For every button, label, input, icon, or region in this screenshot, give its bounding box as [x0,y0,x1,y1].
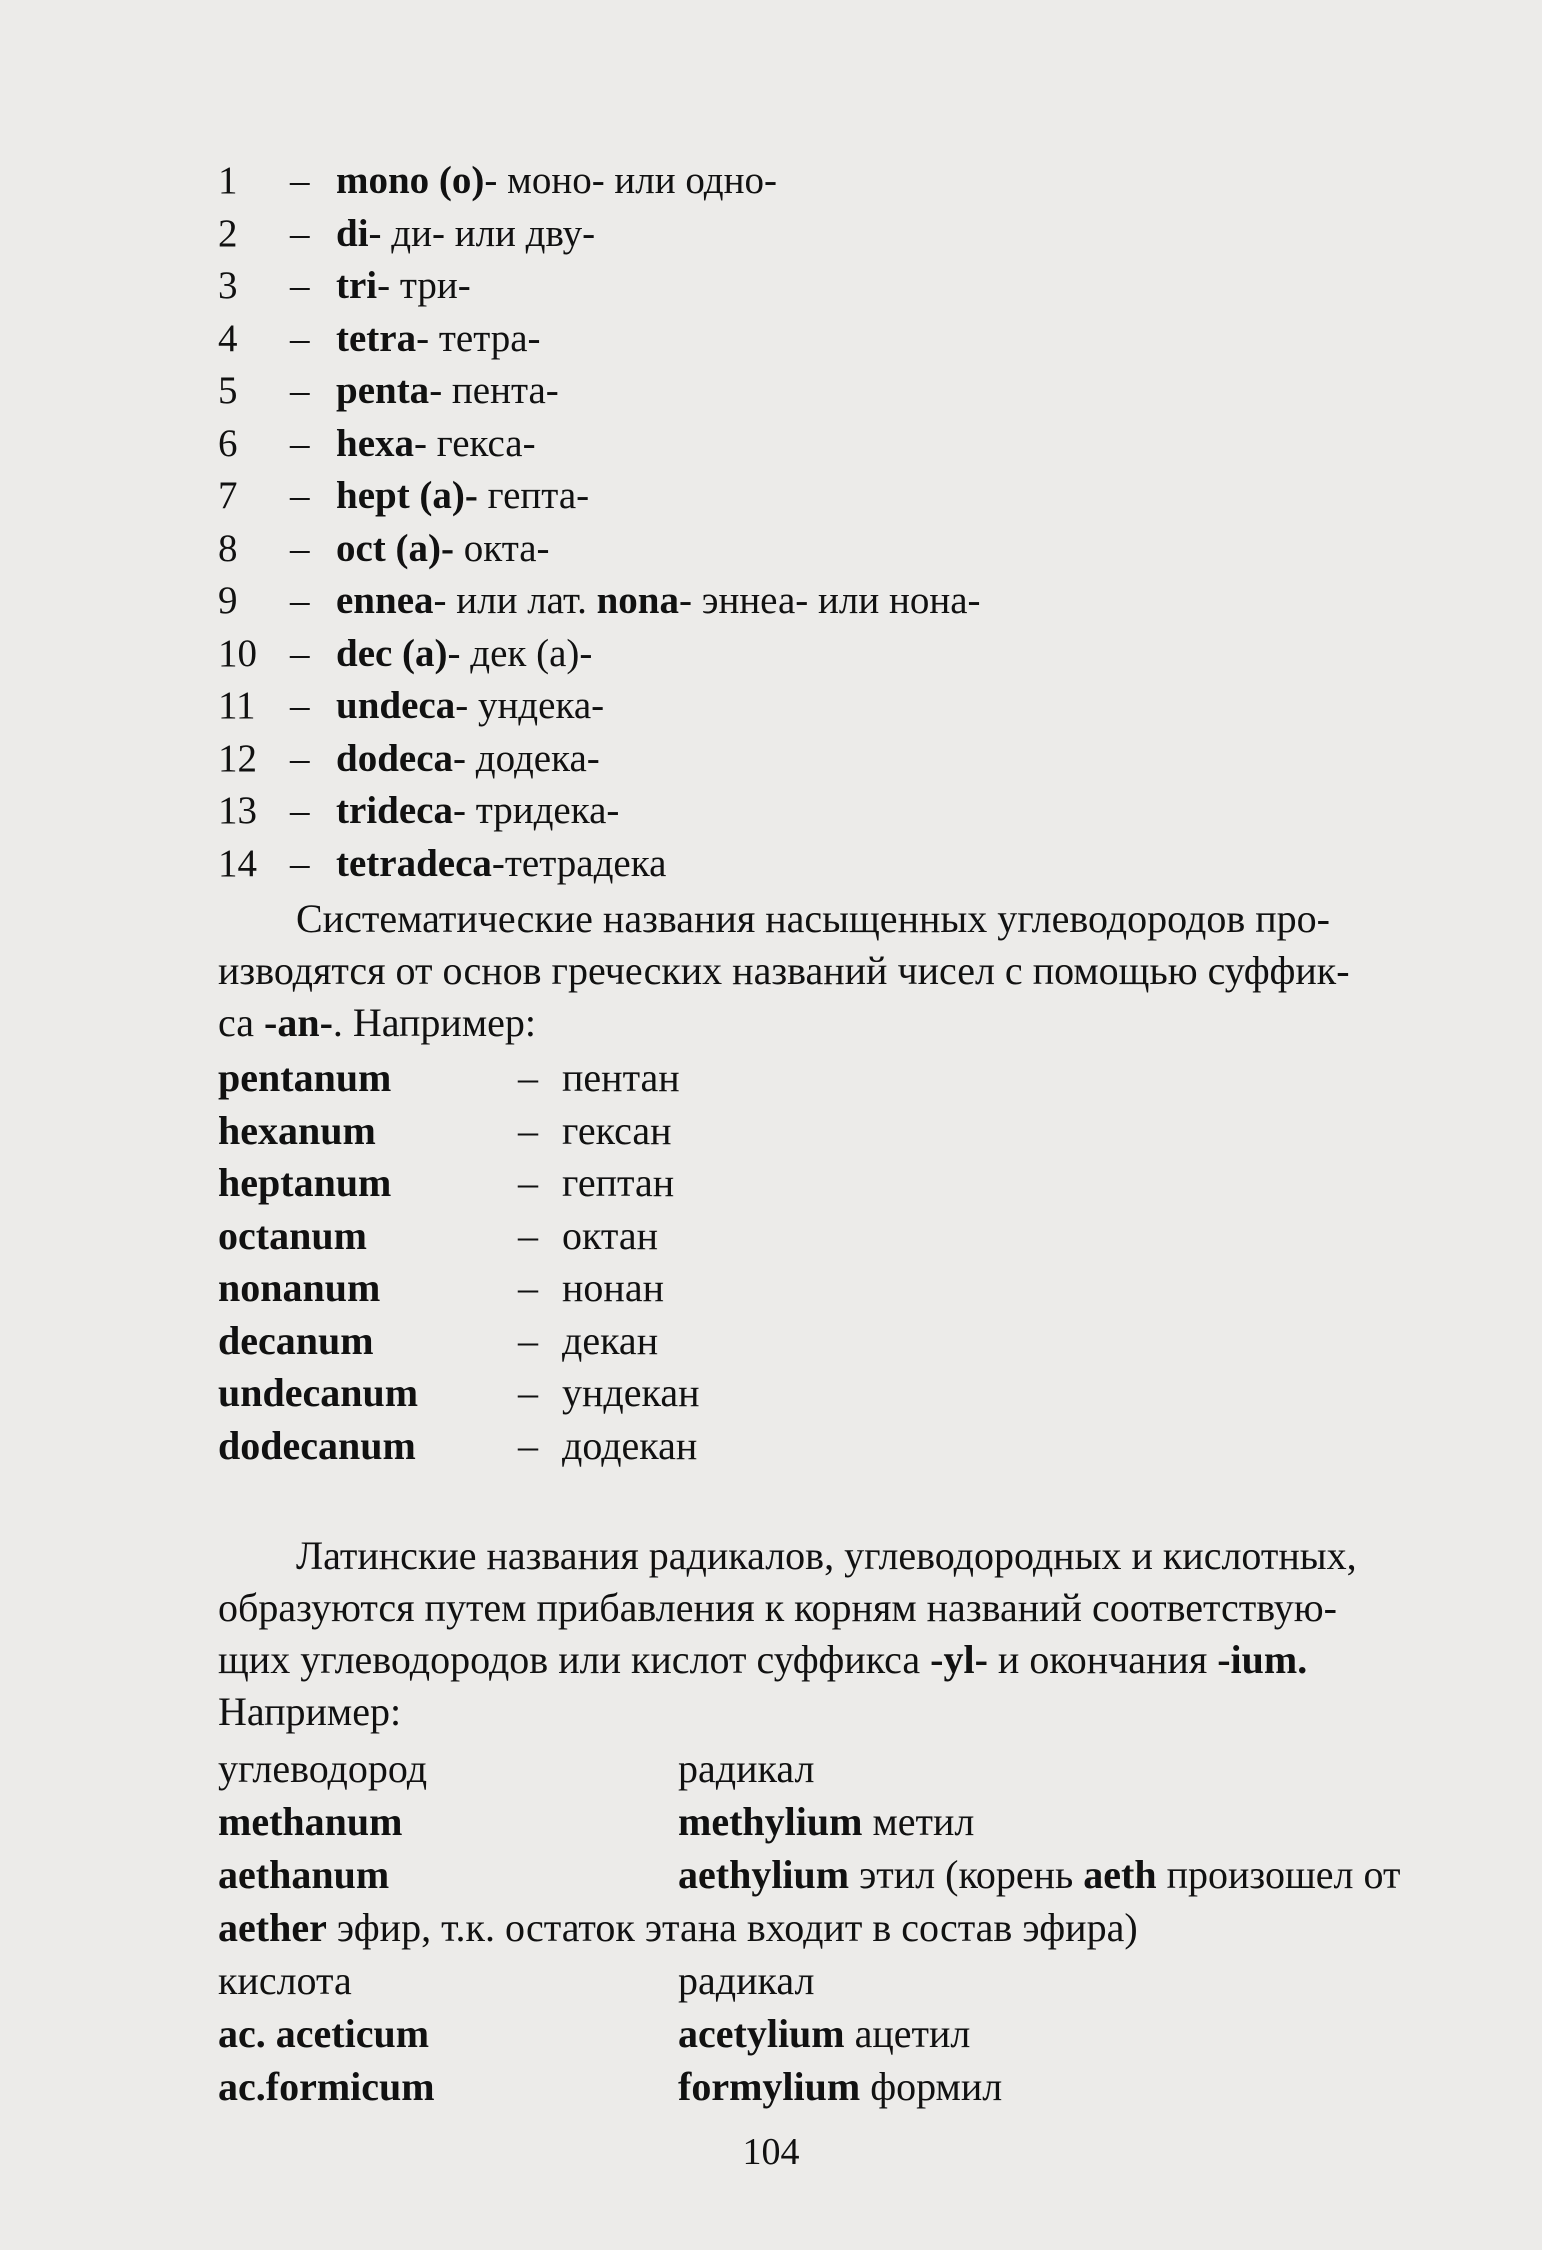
table-row-continuation [218,1901,1468,1954]
paragraph-line: изводятся от основ греческих названий чисел с помощью суффик- [218,948,1350,993]
list-item [218,1262,918,1315]
item-dash: – [290,631,310,675]
item-dash: – [290,789,310,832]
column-header: радикал [678,1958,815,2003]
etymology-term: aether [218,1905,327,1950]
russian-name: нонан [562,1265,664,1310]
list-item [218,313,1468,366]
table-header-row [218,1954,1468,2007]
radical-translation: метил [862,1799,975,1844]
russian-prefix: - тридека- [452,789,620,832]
item-dash: – [290,579,310,622]
item-dash: – [518,1370,538,1415]
paragraph-line: Например: [218,1689,402,1734]
list-item [218,733,1468,786]
list-item [218,628,1468,681]
item-dash: – [290,841,310,885]
suffix-term: -an- [264,1000,333,1045]
latin-prefix: tetra [336,316,417,360]
ending-term: -ium. [1217,1637,1308,1682]
latin-prefix: dodeca [336,736,453,780]
russian-name: додекан [562,1422,698,1468]
item-number: 9 [218,579,238,622]
list-item [218,575,1468,628]
russian-name: гептан [562,1160,675,1205]
list-item [218,1420,918,1473]
item-dash: – [518,1265,538,1310]
russian-prefix: - моно- или одно- [484,159,777,202]
latin-prefix: trideca [336,789,453,832]
root-term: aeth [1083,1852,1157,1897]
latin-prefix: oct (a)- [336,526,455,570]
latin-name: octanum [218,1212,367,1258]
text-run: произошел от [1156,1852,1401,1897]
list-item [218,470,1468,523]
item-dash: – [518,1317,538,1363]
alkane-list [218,1052,918,1472]
column-header: кислота [218,1958,352,2003]
radical-translation: ацетил [844,2011,971,2056]
suffix-term: -yl- [930,1637,988,1682]
latin-prefix: mono (o) [336,159,485,202]
paragraph-line: Систематические названия насыщенных углеводородов про- [296,896,1330,941]
item-dash: – [290,526,310,570]
item-dash: – [518,1422,538,1468]
item-number: 3 [218,264,238,307]
list-item [218,1157,918,1210]
list-item [218,838,1468,891]
list-item [218,680,1468,733]
list-item [218,1052,918,1105]
source-name: methanum [218,1799,403,1844]
item-dash: – [290,736,310,780]
latin-prefix: hept (a)- [336,474,478,517]
latin-prefix: tetradeca [336,841,492,885]
source-name: aethanum [218,1852,390,1897]
russian-prefix: - дек (а)- [447,631,593,675]
item-dash: – [290,264,310,307]
russian-name: декан [562,1317,659,1363]
radical-name: acetylium [678,2011,845,2056]
latin-prefix: hexa [336,421,414,465]
column-header: углеводород [218,1746,428,1791]
russian-name: гексан [562,1107,672,1153]
russian-prefix: окта- [454,526,550,570]
item-number: 7 [218,474,238,517]
item-dash: – [518,1160,538,1205]
latin-name: undecanum [218,1370,419,1415]
russian-prefix: - пента- [429,369,559,412]
item-number: 4 [218,316,238,360]
latin-name: pentanum [218,1055,392,1100]
table-row [218,2007,1468,2060]
page-number: 104 [742,2131,800,2173]
item-dash: – [290,369,310,412]
russian-prefix: -тетрадека [491,841,667,885]
list-item [218,1210,918,1263]
latin-name: heptanum [218,1160,392,1205]
table-row [218,1848,1468,1901]
latin-prefix: penta [336,369,430,412]
item-number: 8 [218,526,238,570]
paragraph-radical-names [218,1530,1448,1738]
paragraph-alkane-names [218,893,1448,1049]
latin-prefix: ennea [336,579,434,622]
russian-prefix: - или лат. [433,579,597,622]
item-number: 5 [218,369,238,412]
item-dash: – [518,1107,538,1153]
russian-prefix: - три- [377,264,471,307]
russian-prefix: - ди- или дву- [368,211,596,255]
radical-translation: этил (корень [849,1852,1084,1897]
list-item [218,1367,918,1420]
item-dash: – [290,684,310,727]
item-number: 2 [218,211,238,255]
russian-prefix: - ундека- [455,684,605,727]
russian-name: октан [562,1212,659,1258]
radical-name: aethylium [678,1852,850,1897]
list-item [218,260,1468,313]
radical-table [218,1742,1468,2113]
numeral-prefix-list [218,155,1468,890]
item-number: 1 [218,159,238,202]
item-dash: – [290,159,310,202]
text-run: . Например: [332,1000,536,1045]
radical-name: formylium [678,2064,861,2109]
table-row [218,2060,1468,2113]
item-number: 10 [218,631,257,675]
paragraph-line: образуются путем прибавления к корням названий соответствую- [218,1585,1337,1630]
item-dash: – [290,316,310,360]
russian-prefix-alt: - эннеа- или нона- [678,579,981,622]
latin-name: decanum [218,1317,374,1363]
column-header: радикал [678,1746,815,1791]
item-number: 6 [218,421,238,465]
latin-name: dodecanum [218,1422,416,1468]
russian-prefix: - гекса- [414,421,536,465]
item-dash: – [290,421,310,465]
list-item [218,208,1468,261]
item-number: 11 [218,684,256,727]
latin-prefix: di [336,211,369,255]
paragraph-line [218,997,1448,1049]
russian-prefix: гепта- [477,474,590,517]
radical-translation: формил [860,2064,1003,2109]
table-header-row [218,1742,1468,1795]
item-dash: – [290,474,310,517]
latin-name: hexanum [218,1107,376,1153]
item-dash: – [518,1212,538,1258]
latin-name: nonanum [218,1265,381,1310]
list-item [218,418,1468,471]
russian-prefix: - тетра- [416,316,541,360]
item-number: 12 [218,736,257,780]
item-number: 14 [218,841,257,885]
latin-prefix: tri [336,264,378,307]
latin-prefix-alt: nona [596,579,679,622]
paragraph-line [218,1634,1448,1686]
item-dash: – [518,1055,538,1100]
text-run: са [218,1000,264,1045]
list-item [218,785,1468,838]
text-run: и окончания [987,1637,1218,1682]
table-row [218,1795,1468,1848]
russian-name: пентан [562,1055,680,1100]
list-item [218,155,1468,208]
text-run: щих углеводородов или кислот суффикса [218,1637,931,1682]
latin-prefix: dec (a) [336,631,448,675]
paragraph-line: Латинские названия радикалов, углеводородных и кислотных, [296,1533,1357,1578]
list-item [218,523,1468,576]
latin-prefix: undeca [336,684,456,727]
source-name: ac. aceticum [218,2011,430,2056]
list-item [218,1315,918,1368]
russian-name: ундекан [562,1370,700,1415]
list-item [218,365,1468,418]
list-item [218,1105,918,1158]
radical-name: methylium [678,1799,863,1844]
item-number: 13 [218,789,257,832]
item-dash: – [290,211,310,255]
text-run: эфир, т.к. остаток этана входит в состав эфира) [326,1905,1138,1950]
source-name: ac.formicum [218,2064,435,2109]
russian-prefix: - додека- [453,736,600,780]
